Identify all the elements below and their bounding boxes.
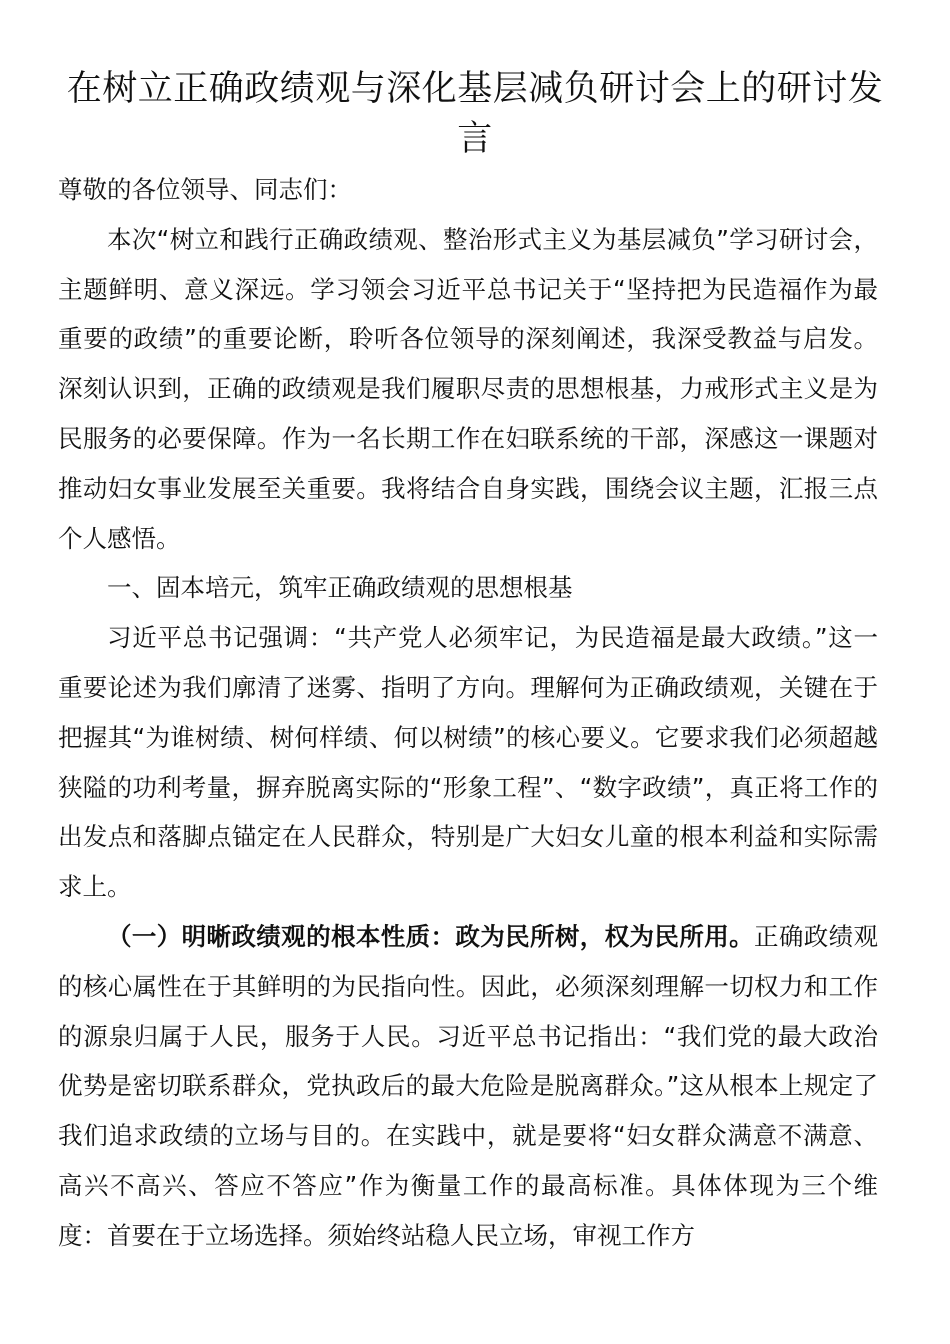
document-body: [58, 165, 878, 1261]
intro-paragraph: 本次“树立和践行正确政绩观、整治形式主义为基层减负”学习研讨会，主题鲜明、意义深远。学习领会习近平总书记关于“坚持把为民造福作为最重要的政绩”的重要论断，聆听各位领导的深刻阐述，我深受教益与启发。深刻认识到，正确的政绩观是我们履职尽责的思想根基，力戒形式主义是为民服务的必要保障。作为一名长期工作在妇联系统的干部，深感这一课题对推动妇女事业发展至关重要。我将结合自身实践，围绕会议主题，汇报三点个人感悟。: [58, 224, 878, 553]
subsection-heading: （一）明晰政绩观的根本性质：政为民所树，权为民所用。: [107, 921, 754, 951]
subsection-paragraph: [58, 912, 878, 1261]
document-title: 在树立正确政绩观与深化基层减负研讨会上的研讨发言: [66, 69, 884, 159]
section-heading: 一、固本培元，筑牢正确政绩观的思想根基: [107, 573, 573, 603]
section-paragraph: 习近平总书记强调：“共产党人必须牢记，为民造福是最大政绩。”这一重要论述为我们廓清了迷雾、指明了方向。理解何为正确政绩观，关键在于把握其“为谁树绩、树何样绩、何以树绩”的核心要义。它要求我们必须超越狭隘的功利考量，摒弃脱离实际的“形象工程”、“数字政绩”，真正将工作的出发点和落脚点锚定在人民群众，特别是广大妇女儿童的根本利益和实际需求上。: [58, 623, 878, 902]
salutation: 尊敬的各位领导、同志们：: [58, 175, 352, 204]
subsection-text: 正确政绩观的核心属性在于其鲜明的为民指向性。因此，必须深刻理解一切权力和工作的源泉归属于人民，服务于人民。习近平总书记指出：“我们党的最大政治优势是密切联系群众，党执政后的最大危险是脱离群众。”这从根本上规定了我们追求政绩的立场与目的。在实践中，就是要将“妇女群众满意不满意、高兴不高兴、答应不答应”作为衡量工作的最高标准。具体体现为三个维度：首要在于立场选择。须始终站稳人民立场，审视工作方: [58, 921, 879, 1250]
